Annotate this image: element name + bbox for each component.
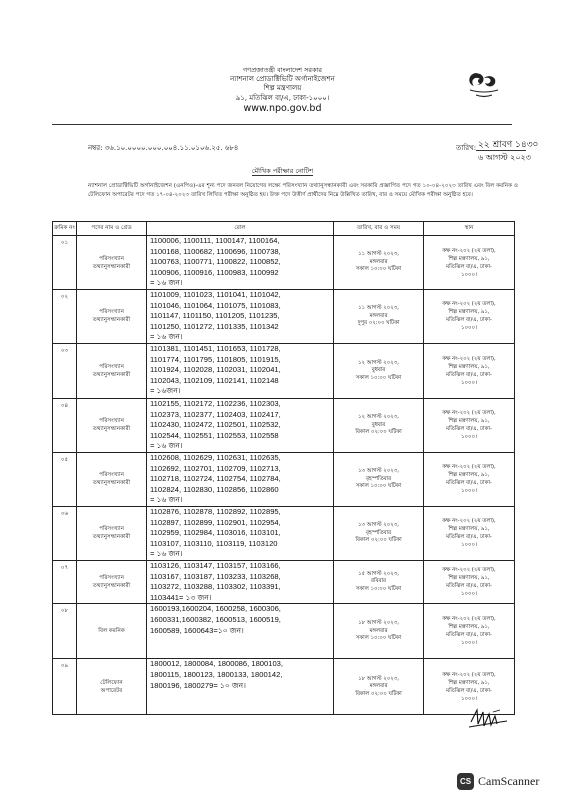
post-line: পরিসংখ্যান: [99, 309, 124, 316]
datetime-cell: [334, 398, 424, 452]
venue-line: শিল্প মন্ত্রণালয়, ৯১,: [448, 255, 490, 262]
table-row: [53, 506, 515, 560]
table-row: [53, 604, 515, 659]
datetime-line: মঙ্গলবার: [369, 627, 388, 634]
org-name: ন্যাশনাল প্রোডাক্টিভিটি অর্গানাইজেশন: [230, 75, 335, 83]
venue-line: ১০০০।: [461, 695, 477, 702]
venue-line: মতিঝিল বা/এ, ঢাকা-: [446, 583, 492, 590]
header-rule: [52, 124, 512, 125]
venue-line: কক্ষ নং-২০২ (২য় তলা),: [442, 567, 496, 574]
post-cell: [77, 659, 147, 715]
post-line: পরিসংখ্যান: [99, 526, 124, 533]
roll-line: = ১৬জন।: [150, 386, 181, 396]
venue-line: শিল্প মন্ত্রণালয়, ৯১,: [448, 309, 490, 316]
venue-line: কক্ষ নং-২০২ (২য় তলা),: [442, 301, 496, 308]
roll-line: 1100763, 1100771, 1100822, 1100852,: [150, 257, 281, 267]
interview-schedule-table: [52, 221, 515, 715]
datetime-line: সকাল ১০:০০ ঘটিকা: [355, 483, 402, 490]
venue-line: কক্ষ নং-২০২ (২য় তলা),: [442, 518, 496, 525]
roll-line: 1101924, 1102028, 1102031, 1102041,: [150, 365, 281, 375]
date-english: ৬ আগস্ট ২০২৩: [478, 153, 531, 162]
roll-line: 1101774, 1101795, 1101805, 1101915,: [150, 354, 281, 364]
venue-line: ১০০০।: [461, 434, 477, 441]
datetime-line: বিকাল ০২:০০ ঘটিকা: [355, 429, 402, 436]
roll-line: 1102608, 1102629, 1102631, 1102635,: [150, 452, 281, 462]
roll-line: 1101046, 1101064, 1101075, 1101083,: [150, 300, 281, 310]
venue-cell: [424, 560, 515, 603]
roll-cell: [147, 560, 334, 603]
notice-title: মৌখিক পরীক্ষার নোটিশ: [251, 167, 314, 175]
datetime-line: ১৫ আগস্ট ২০২৩,: [358, 570, 399, 577]
roll-line: = ১৬ জন।: [150, 549, 183, 559]
roll-line: 1100168, 1100682, 1100696, 1100738,: [150, 246, 281, 256]
roll-line: 1102824, 1102830, 1102856, 1102860: [150, 484, 279, 494]
roll-line: 1101250, 1101272, 1101335, 1101342: [150, 321, 279, 331]
venue-line: মতিঝিল বা/এ, ঢাকা-: [446, 371, 492, 378]
venue-cell: [424, 506, 515, 560]
datetime-cell: [334, 659, 424, 715]
venue-line: ১০০০।: [461, 542, 477, 549]
roll-cell: [147, 604, 334, 659]
venue-cell: [424, 290, 515, 344]
venue-line: ১০০০।: [461, 488, 477, 495]
roll-cell: [147, 236, 334, 290]
website: www.npo.gov.bd: [243, 103, 322, 114]
venue-line: মতিঝিল বা/এ, ঢাকা-: [446, 317, 492, 324]
post-line: তথ্যানুসন্ধানকারী: [92, 583, 131, 590]
date-bangla: ২২ শ্রাবণ ১৪৩০: [478, 140, 539, 150]
camscanner-logo-icon: CS: [457, 773, 474, 790]
address: ৯১, মতিঝিল বা/এ, ঢাকা-১০০০।: [235, 94, 330, 102]
table-row: [53, 343, 515, 398]
venue-line: শিল্প মন্ত্রণালয়, ৯১,: [448, 363, 490, 370]
venue-line: মতিঝিল বা/এ, ঢাকা-: [446, 632, 492, 639]
post-line: তথ্যানুসন্ধানকারী: [92, 480, 131, 487]
venue-cell: [424, 398, 515, 452]
venue-line: কক্ষ নং-২০২ (২য় তলা),: [442, 671, 496, 678]
roll-line: 1100006, 1100111, 1100147, 1100164,: [150, 236, 280, 245]
post-cell: [77, 506, 147, 560]
venue-line: কক্ষ নং-২০২ (২য় তলা),: [442, 616, 496, 623]
venue-cell: [424, 343, 515, 398]
table-row: [53, 560, 515, 603]
datetime-cell: [334, 343, 424, 398]
roll-line: 1102897, 1102899, 1102901, 1102954,: [150, 517, 281, 527]
roll-line: 1600193,1600204, 1600258, 1600306,: [150, 604, 281, 614]
signature: [467, 706, 509, 732]
post-line: তথ্যানুসন্ধানকারী: [92, 263, 131, 270]
memo-number: নম্বর: ৩৬.১০.০০০০.০০০.০০৪.১১.০১০৬.২৫. ৬৮৪: [88, 144, 239, 152]
datetime-line: দুপুর ০২:০০ ঘটিকা: [357, 320, 400, 327]
datetime-line: ১১ আগস্ট ২০২৩,: [358, 251, 399, 258]
roll-line: 1600331,1600382, 1600513, 1600519,: [150, 614, 281, 624]
venue-line: কক্ষ নং-২০২ (২য় তলা),: [442, 464, 496, 471]
ministry-name: শিল্প মন্ত্রণালয়: [263, 84, 302, 92]
serial-cell: ০৫: [53, 452, 77, 506]
roll-cell: [147, 452, 334, 506]
table-row: [53, 452, 515, 506]
roll-line: 1101147, 1101150, 1101205, 1101235,: [150, 311, 280, 321]
roll-line: 1103272, 1103288, 1103302, 1103391,: [150, 582, 281, 592]
datetime-line: সকাল ১০:০০ ঘটিকা: [355, 374, 402, 381]
datetime-line: বৃহস্পতিবার: [365, 475, 392, 482]
roll-line: 1800012, 1800084, 1800086, 1800103,: [150, 659, 284, 669]
npo-logo: [464, 70, 504, 100]
roll-cell: [147, 506, 334, 560]
datetime-line: ১৩ আগস্ট ২০২৩,: [358, 468, 399, 475]
datetime-line: বিকাল ০২:০০ ঘটিকা: [355, 690, 402, 697]
post-line: পরিসংখ্যান: [99, 575, 124, 582]
post-cell: [77, 604, 147, 659]
venue-line: ১০০০।: [461, 640, 477, 647]
roll-line: 1103167, 1103187, 1103233, 1103268,: [150, 571, 281, 581]
datetime-line: বুধবার: [371, 367, 386, 374]
venue-line: শিল্প মন্ত্রণালয়, ৯১,: [448, 418, 490, 425]
datetime-cell: [334, 560, 424, 603]
govt-line: গণপ্রজাতন্ত্রী বাংলাদেশ সরকার: [243, 66, 322, 74]
roll-line: = ১৬ জন।: [150, 495, 183, 505]
venue-line: মতিঝিল বা/এ, ঢাকা-: [446, 480, 492, 487]
roll-line: 1103441= ১৩ জন।: [150, 592, 212, 602]
post-line: তথ্যানুসন্ধানকারী: [92, 317, 131, 324]
roll-line: 1800115, 1800123, 1800133, 1800142,: [150, 669, 283, 679]
post-line: পরিসংখ্যান: [99, 255, 124, 262]
datetime-cell: [334, 236, 424, 290]
datetime-line: ১২ আগস্ট ২০২৩,: [358, 414, 399, 421]
venue-cell: [424, 452, 515, 506]
roll-line: 1103107, 1103110, 1103119, 1103120: [150, 538, 278, 548]
venue-line: কক্ষ নং-২০২ (২য় তলা),: [442, 247, 496, 254]
venue-line: মতিঝিল বা/এ, ঢাকা-: [446, 687, 492, 694]
venue-line: শিল্প মন্ত্রণালয়, ৯১,: [448, 679, 490, 686]
roll-cell: [147, 290, 334, 344]
roll-line: 1103126, 1103147, 1103157, 1103166,: [150, 560, 281, 570]
venue-line: মতিঝিল বা/এ, ঢাকা-: [446, 534, 492, 541]
serial-cell: ০৭: [53, 560, 77, 603]
venue-line: কক্ষ নং-২০২ (২য় তলা),: [442, 410, 496, 417]
venue-line: শিল্প মন্ত্রণালয়, ৯১,: [448, 624, 490, 631]
roll-line: 1102155, 1102172, 1102236, 1102303,: [150, 398, 281, 408]
datetime-line: ১১ আগস্ট ২০২৩,: [358, 305, 399, 312]
venue-cell: [424, 236, 515, 290]
venue-cell: [424, 604, 515, 659]
post-cell: [77, 398, 147, 452]
serial-cell: ০১: [53, 236, 77, 290]
datetime-line: সকাল ১০:০০ ঘটিকা: [355, 266, 402, 273]
roll-cell: [147, 659, 334, 715]
roll-line: 1102544, 1102551, 1102553, 1102558: [150, 430, 279, 440]
venue-line: মতিঝিল বা/এ, ঢাকা-: [446, 263, 492, 270]
header-roll: রোল: [147, 222, 334, 236]
datetime-line: ১৮ আগস্ট ২০২৩,: [358, 620, 399, 627]
header-venue: স্থান: [424, 222, 515, 236]
serial-cell: ০৮: [53, 604, 77, 659]
post-cell: [77, 290, 147, 344]
camscanner-label: CamScanner: [478, 773, 540, 788]
venue-line: ১০০০।: [461, 379, 477, 386]
roll-line: 1102043, 1102109, 1102141, 1102148: [150, 375, 279, 385]
post-line: তথ্যানুসন্ধানকারী: [92, 371, 131, 378]
serial-cell: ০৪: [53, 398, 77, 452]
serial-cell: ০৩: [53, 343, 77, 398]
datetime-line: ১৮ আগস্ট ২০২৩,: [358, 675, 399, 682]
venue-line: শিল্প মন্ত্রণালয়, ৯১,: [448, 472, 490, 479]
datetime-line: ১৩ আগস্ট ২০২৩,: [358, 522, 399, 529]
date-divider: [476, 150, 526, 151]
datetime-cell: [334, 452, 424, 506]
post-line: পরিসংখ্যান: [99, 363, 124, 370]
roll-line: 1102430, 1102472, 1102501, 1102532,: [150, 420, 281, 430]
date-label: তারিখ:: [456, 144, 477, 152]
roll-line: 1800196, 1800279= ১০ জন।: [150, 680, 246, 690]
header-post: পদের নাম ও গ্রেড: [77, 222, 147, 236]
roll-line: 1600589, 1600643=১০ জন।: [150, 625, 244, 635]
datetime-cell: [334, 506, 424, 560]
venue-line: মতিঝিল বা/এ, ঢাকা-: [446, 426, 492, 433]
datetime-line: বৃহস্পতিবার: [365, 529, 392, 536]
camscanner-watermark: [457, 772, 539, 790]
post-cell: [77, 560, 147, 603]
datetime-line: রবিবার: [370, 578, 387, 585]
post-line: অপারেটর: [100, 687, 123, 694]
post-line: তথ্যানুসন্ধানকারী: [92, 534, 131, 541]
roll-line: 1100906, 1100916, 1100983, 1100992: [150, 267, 279, 277]
datetime-line: মঙ্গলবার: [369, 312, 388, 319]
roll-line: 1102692, 1102701, 1102709, 1102713,: [150, 463, 281, 473]
venue-line: শিল্প মন্ত্রণালয়, ৯১,: [448, 526, 490, 533]
datetime-line: সকাল ১০:০০ ঘটিকা: [355, 585, 402, 592]
intro-paragraph: ন্যাশনাল প্রোডাক্টিভিটি অর্গানাইজেশন (এনপিও)-এর শূন্য পদে জনবল নিয়োগের লক্ষ্যে পরিসংখ্যান তথ্যানুসন্ধানকারী এবং সরকারি প্রজ্ঞাপিত পদে গত ১০-০৪-২০২৩ তারিখ এবং বিল করনিক ও টেলিফোন অপারেটর পদে গত ১৭-০৪-২০২৩ তারিখ লিখিত পরীক্ষা অনুষ্ঠিত হয়। উক্ত পদে উত্তীর্ণ প্রার্থীদের নিম্নে উল্লিখিত তারিখ, বার ও সময়ে মৌখিক পরীক্ষা অনুষ্ঠিত হবে।: [88, 183, 518, 198]
roll-line: = ১৬ জন।: [150, 278, 183, 288]
post-line: বিল করনিক: [98, 628, 125, 635]
roll-line: = ১৬ জন।: [150, 332, 183, 342]
post-cell: [77, 452, 147, 506]
table-row: [53, 290, 515, 344]
roll-line: = ১৬ জন।: [150, 441, 183, 451]
datetime-cell: [334, 290, 424, 344]
datetime-line: বুধবার: [371, 421, 386, 428]
datetime-line: মঙ্গলবার: [369, 683, 388, 690]
table-row: [53, 659, 515, 715]
table-row: [53, 398, 515, 452]
roll-line: 1102373, 1102377, 1102403, 1102417,: [150, 409, 281, 419]
datetime-cell: [334, 604, 424, 659]
venue-line: কক্ষ নং-২০২ (২য় তলা),: [442, 355, 496, 362]
datetime-line: ১২ আগস্ট ২০২৩,: [358, 359, 399, 366]
venue-line: ১০০০।: [461, 325, 477, 332]
post-cell: [77, 236, 147, 290]
roll-line: 1101009, 1101023, 1101041, 1101042,: [150, 290, 281, 299]
datetime-line: বিকাল ০২:০০ ঘটিকা: [355, 537, 402, 544]
post-line: তথ্যানুসন্ধানকারী: [92, 426, 131, 433]
serial-cell: ০৬: [53, 506, 77, 560]
venue-line: ১০০০।: [461, 271, 477, 278]
serial-cell: ০৯: [53, 659, 77, 715]
table-row: [53, 236, 515, 290]
roll-line: 1101381, 1101451, 1101653, 1101728,: [150, 343, 281, 353]
roll-line: 1102718, 1102724, 1102754, 1102784,: [150, 474, 281, 484]
post-line: পরিসংখ্যান: [99, 472, 124, 479]
post-line: টেলিফোন: [100, 679, 123, 686]
datetime-line: সকাল ১০:০০ ঘটিকা: [355, 635, 402, 642]
header-serial: ক্রমিক নং: [53, 222, 77, 236]
post-line: পরিসংখ্যান: [99, 418, 124, 425]
serial-cell: ০২: [53, 290, 77, 344]
venue-line: ১০০০।: [461, 591, 477, 598]
post-cell: [77, 343, 147, 398]
venue-line: শিল্প মন্ত্রণালয়, ৯১,: [448, 575, 490, 582]
datetime-line: মঙ্গলবার: [369, 258, 388, 265]
roll-line: 1102959, 1102984, 1103016, 1103101,: [150, 528, 281, 538]
header-datetime: তারিখ, বার ও সময়: [334, 222, 424, 236]
roll-line: 1102876, 1102878, 1102892, 1102895,: [150, 506, 281, 516]
roll-cell: [147, 343, 334, 398]
roll-cell: [147, 398, 334, 452]
table-header-row: [53, 222, 515, 236]
